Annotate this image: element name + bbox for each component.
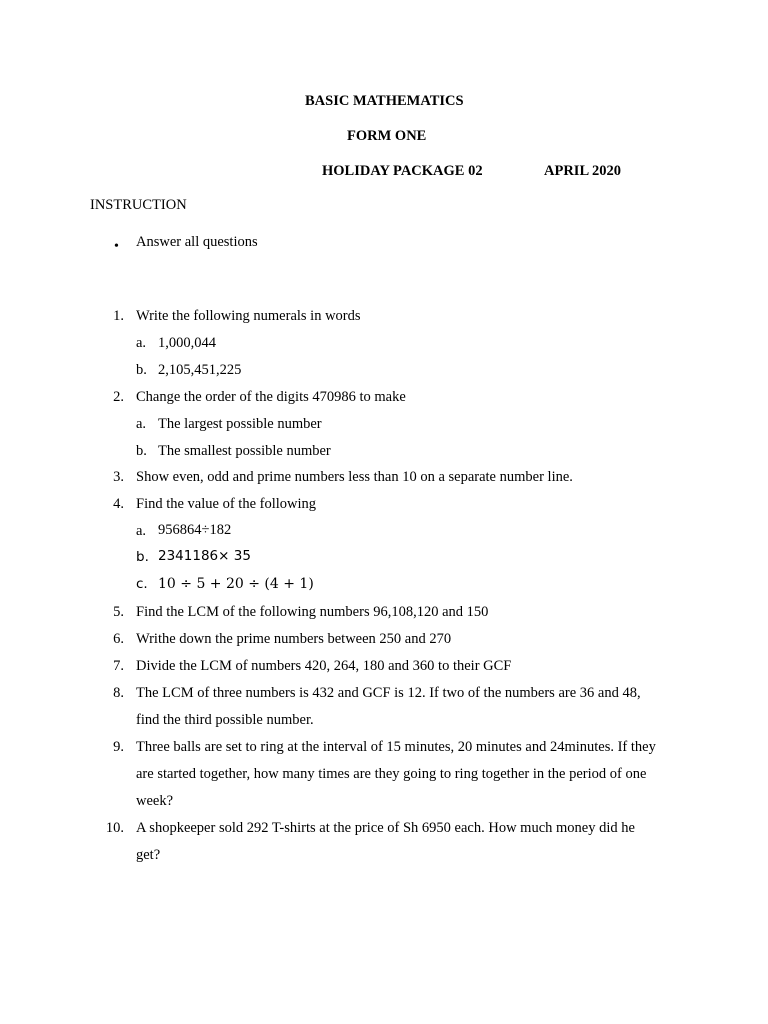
question-text: Three balls are set to ring at the interval of 15 minutes, 20 minutes and 24minutes. If they xyxy=(136,739,656,755)
sub-item-math-expression: 10 ÷ 5 + 20 ÷ (4 + 1) xyxy=(158,576,314,592)
package-label: HOLIDAY PACKAGE 02 xyxy=(322,163,483,179)
question-text: Change the order of the digits 470986 to make xyxy=(136,389,406,405)
sub-item-letter: a. xyxy=(136,416,147,432)
question-number: 2. xyxy=(113,389,124,405)
sub-item-letter: a. xyxy=(136,523,147,539)
question-number: 8. xyxy=(113,685,124,701)
question-text-continued: week? xyxy=(136,793,174,809)
sub-item-text: 2,105,451,225 xyxy=(158,362,242,378)
question-text: A shopkeeper sold 292 T-shirts at the price of Sh 6950 each. How much money did he xyxy=(136,820,635,836)
question-number: 3. xyxy=(113,469,124,485)
instruction-bullet-text: Answer all questions xyxy=(136,234,258,250)
sub-item-letter: b. xyxy=(136,443,147,459)
question-number: 5. xyxy=(113,604,124,620)
sub-item-letter: c. xyxy=(136,576,148,592)
question-text: Writhe down the prime numbers between 250 and 270 xyxy=(136,631,452,647)
sub-item-letter: b. xyxy=(136,362,147,378)
question-text: Write the following numerals in words xyxy=(136,308,361,324)
bullet-icon: • xyxy=(114,239,119,254)
question-text: The LCM of three numbers is 432 and GCF is 12. If two of the numbers are 36 and 48, xyxy=(136,685,641,701)
document-title: BASIC MATHEMATICS xyxy=(305,93,464,109)
sub-item-text: The smallest possible number xyxy=(158,443,331,459)
sub-item-text: 2341186× 35 xyxy=(158,548,251,564)
question-text: Show even, odd and prime numbers less than 10 on a separate number line. xyxy=(136,469,573,485)
question-number: 1. xyxy=(113,308,124,324)
question-number: 7. xyxy=(113,658,124,674)
sub-item-text: 956864÷182 xyxy=(158,522,232,538)
question-number: 10. xyxy=(105,820,124,836)
question-text-continued: are started together, how many times are they going to ring together in the period of one xyxy=(136,766,647,782)
question-number: 9. xyxy=(113,739,124,755)
sub-item-text: The largest possible number xyxy=(158,416,322,432)
date-label: APRIL 2020 xyxy=(544,163,621,179)
question-text: Find the value of the following xyxy=(136,496,317,512)
question-number: 4. xyxy=(113,496,124,512)
question-text-continued: find the third possible number. xyxy=(136,712,314,728)
sub-item-text: 1,000,044 xyxy=(158,335,216,351)
question-text: Divide the LCM of numbers 420, 264, 180 and 360 to their GCF xyxy=(136,658,512,674)
form-label: FORM ONE xyxy=(347,128,427,144)
sub-item-letter: a. xyxy=(136,335,147,351)
instruction-heading: INSTRUCTION xyxy=(90,197,187,213)
sub-item-letter: b. xyxy=(136,549,149,565)
question-text-continued: get? xyxy=(136,847,161,863)
question-number: 6. xyxy=(113,631,124,647)
question-text: Find the LCM of the following numbers 96,108,120 and 150 xyxy=(136,604,489,620)
